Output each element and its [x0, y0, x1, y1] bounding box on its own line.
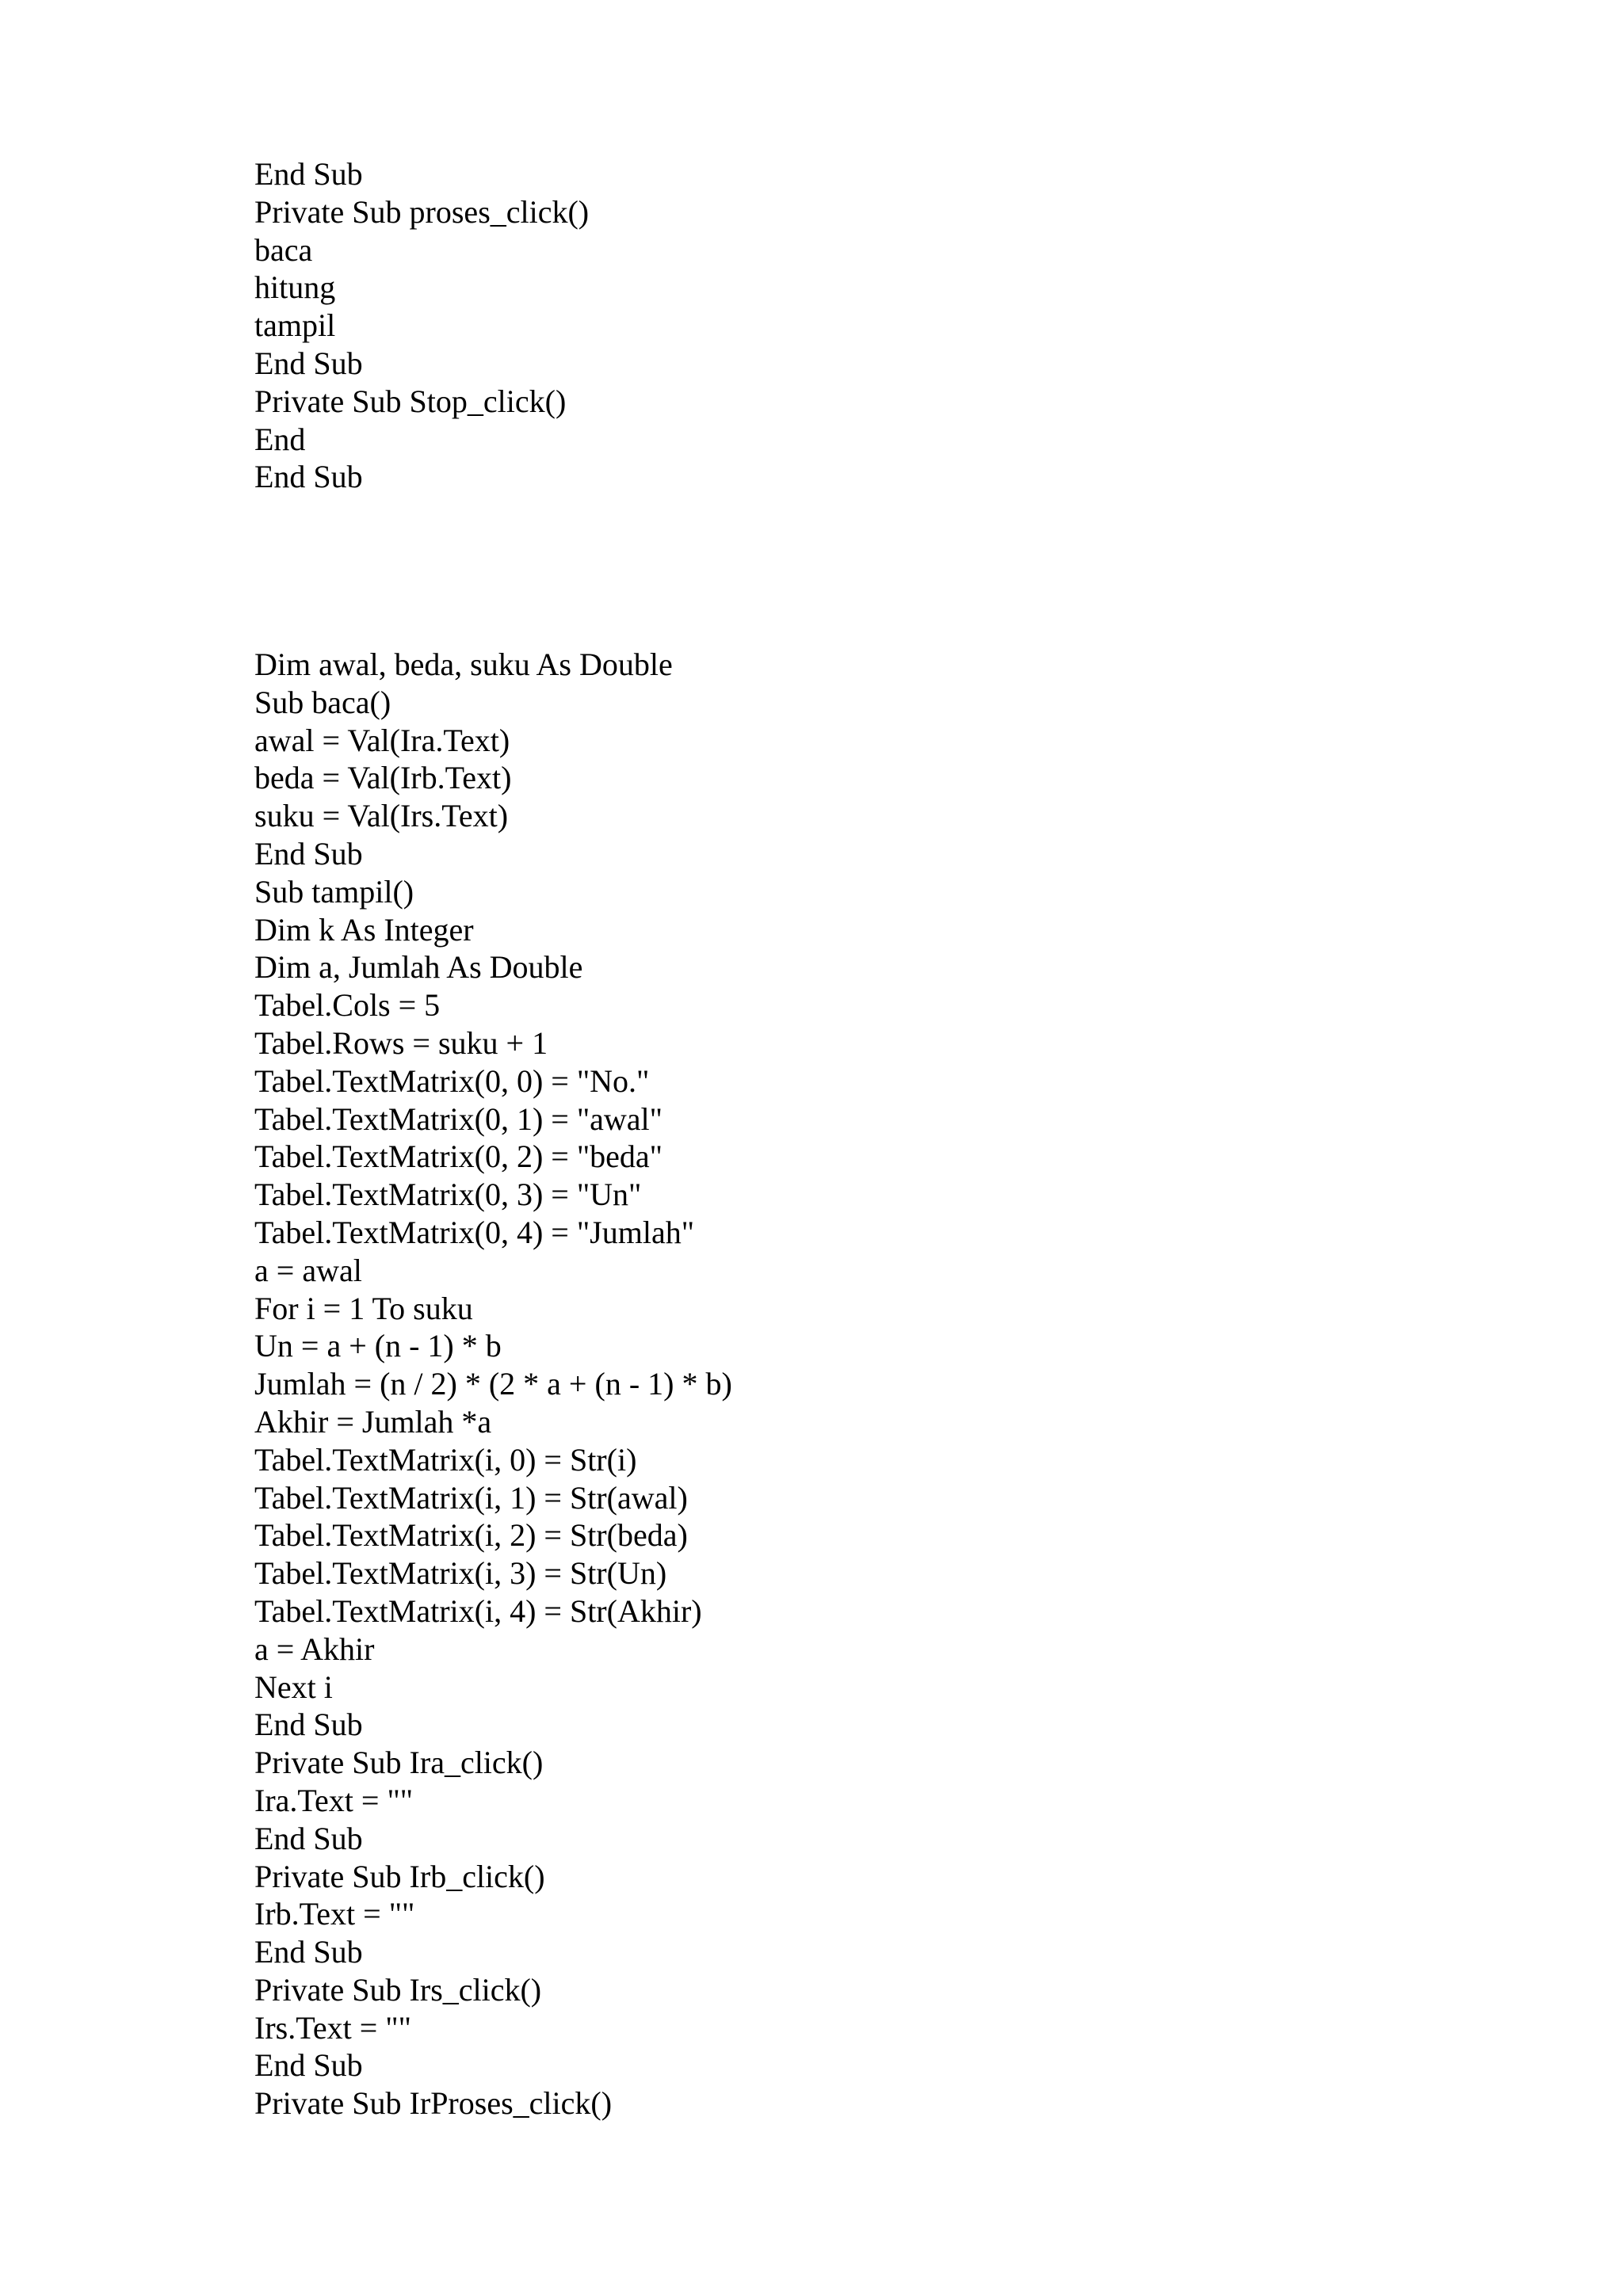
- code-line: Dim awal, beda, suku As Double: [254, 646, 673, 682]
- code-line: End Sub: [254, 156, 363, 192]
- code-line: Private Sub Irs_click(): [254, 1971, 542, 2008]
- code-line: Private Sub IrProses_click(): [254, 2085, 613, 2122]
- code-line: Tabel.TextMatrix(i, 1) = Str(awal): [254, 1479, 688, 1516]
- code-line: Tabel.TextMatrix(i, 3) = Str(Un): [254, 1555, 667, 1592]
- code-line: Tabel.Cols = 5: [254, 987, 441, 1024]
- code-line: End Sub: [254, 345, 363, 381]
- code-line: Tabel.TextMatrix(i, 2) = Str(beda): [254, 1517, 688, 1554]
- code-line: End: [254, 421, 306, 457]
- code-line: Tabel.Rows = suku + 1: [254, 1024, 548, 1061]
- code-line: Tabel.TextMatrix(i, 4) = Str(Akhir): [254, 1592, 702, 1629]
- code-line: Tabel.TextMatrix(0, 0) = "No.": [254, 1062, 650, 1099]
- code-line: Tabel.TextMatrix(i, 0) = Str(i): [254, 1441, 637, 1478]
- code-line: a = awal: [254, 1252, 362, 1288]
- code-line: Dim k As Integer: [254, 911, 474, 948]
- code-line: Private Sub Irb_click(): [254, 1858, 545, 1894]
- code-line: awal = Val(Ira.Text): [254, 722, 510, 758]
- code-line: End Sub: [254, 2047, 363, 2084]
- code-line: Tabel.TextMatrix(0, 4) = "Jumlah": [254, 1214, 695, 1250]
- code-line: beda = Val(Irb.Text): [254, 760, 512, 796]
- code-line: baca: [254, 231, 313, 268]
- code-line: End Sub: [254, 1820, 363, 1856]
- code-line: Akhir = Jumlah *a: [254, 1403, 492, 1440]
- code-line: suku = Val(Irs.Text): [254, 798, 509, 834]
- code-block: [254, 646, 732, 2122]
- code-line: Private Sub Ira_click(): [254, 1745, 544, 1781]
- code-line: a = Akhir: [254, 1630, 375, 1667]
- code-line: Tabel.TextMatrix(0, 2) = "beda": [254, 1138, 663, 1175]
- code-line: For i = 1 To suku: [254, 1290, 473, 1326]
- code-line: Private Sub Stop_click(): [254, 383, 567, 419]
- code-line: Private Sub proses_click(): [254, 193, 590, 230]
- code-line: hitung: [254, 269, 336, 306]
- code-line: Dim a, Jumlah As Double: [254, 949, 583, 986]
- code-line: Tabel.TextMatrix(0, 1) = "awal": [254, 1100, 663, 1137]
- code-line: Next i: [254, 1669, 333, 1705]
- code-line: Irs.Text = "": [254, 2009, 411, 2046]
- code-line: End Sub: [254, 835, 363, 871]
- code-line: Un = a + (n - 1) * b: [254, 1328, 502, 1364]
- code-line: End Sub: [254, 459, 363, 495]
- code-line: tampil: [254, 307, 336, 344]
- code-block: [254, 155, 589, 496]
- code-line: Irb.Text = "": [254, 1896, 415, 1932]
- code-line: Tabel.TextMatrix(0, 3) = "Un": [254, 1177, 642, 1213]
- code-line: Ira.Text = "": [254, 1782, 414, 1818]
- code-line: Sub tampil(): [254, 873, 414, 910]
- code-line: Jumlah = (n / 2) * (2 * a + (n - 1) * b): [254, 1366, 732, 1402]
- code-line: End Sub: [254, 1934, 363, 1970]
- code-line: End Sub: [254, 1707, 363, 1743]
- code-line: Sub baca(): [254, 684, 391, 720]
